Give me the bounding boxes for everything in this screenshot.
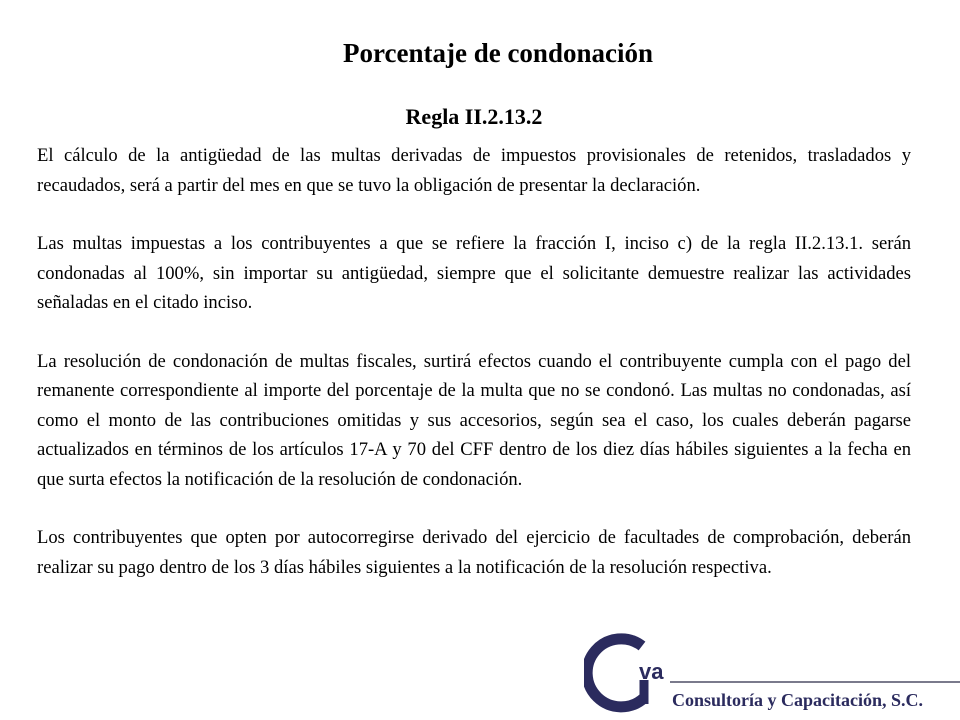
logo-company-name: Consultoría y Capacitación, S.C.	[672, 690, 924, 710]
company-logo	[584, 632, 960, 720]
paragraph-3: La resolución de condonación de multas fiscales, surtirá efectos cuando el contribuyente cumpla con el pago del remanente correspondiente al importe del porcentaje de la multa que no se condonó. Las multas no condonadas, así como el monto de las contribuciones omitidas y sus accesorios, según sea el caso, los cuales deberán pagarse actualizados en términos de los artículos 17-A y 70 del CFF dentro de los diez días hábiles siguientes a la fecha en que surta efectos la notificación de la resolución de condonación.	[37, 350, 911, 490]
paragraph-2: Las multas impuestas a los contribuyentes a que se refiere la fracción I, inciso c) de la regla II.2.13.1. serán condonadas al 100%, sin importar su antigüedad, siempre que el solicitante demuestre realizar las actividades señaladas en el citado inciso.	[37, 233, 911, 313]
paragraph-1: El cálculo de la antigüedad de las multas derivadas de impuestos provisionales de retenidos, trasladados y recaudados, será a partir del mes en que se tuvo la obligación de presentar la declaración.	[37, 145, 911, 196]
rule-subtitle: Regla II.2.13.2	[405, 104, 543, 129]
body-text	[37, 141, 911, 611]
page-title: Porcentaje de condonación	[343, 38, 653, 68]
logo-mark-text: va	[639, 659, 664, 684]
paragraph-4: Los contribuyentes que opten por autocorregirse derivado del ejercicio de facultades de comprobación, deberán realizar su pago dentro de los 3 días hábiles siguientes a la notificación de la resolución respectiva.	[37, 527, 911, 578]
